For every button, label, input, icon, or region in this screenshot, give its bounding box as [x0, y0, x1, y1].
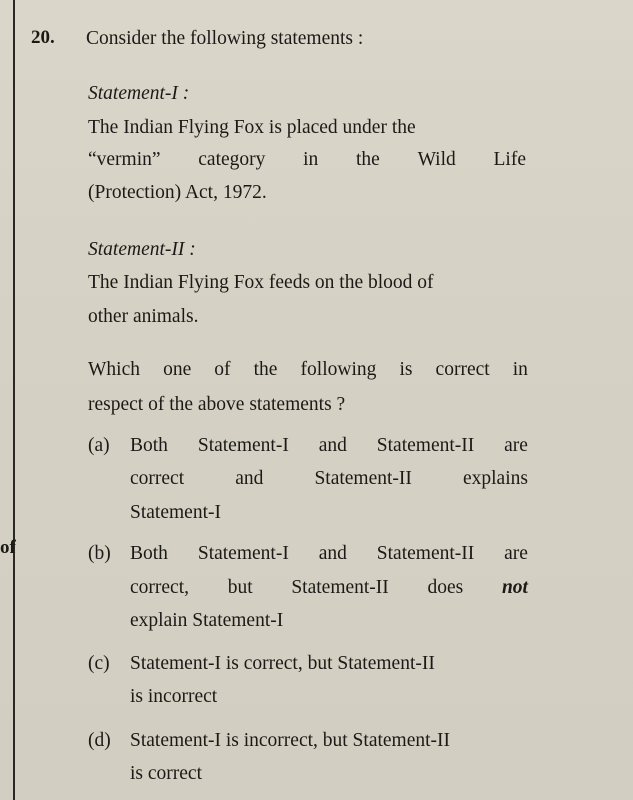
- word: are: [504, 435, 528, 456]
- option-c-line-2: is incorrect: [130, 686, 218, 707]
- word: is: [399, 359, 413, 380]
- word: Which: [88, 359, 140, 380]
- word: correct,: [130, 577, 189, 598]
- word: and: [235, 468, 264, 489]
- option-a-line-3: Statement-I: [130, 502, 221, 523]
- word: Statement-I: [197, 543, 289, 564]
- margin-fragment-text: of: [0, 537, 16, 558]
- word: correct: [130, 468, 185, 489]
- option-a-label: (a): [88, 435, 110, 456]
- option-b-line-1: [130, 542, 528, 566]
- word: in: [512, 359, 528, 380]
- option-d-line-1: Statement-I is incorrect, but Statement-II: [130, 730, 451, 751]
- word: the: [253, 359, 278, 380]
- statement-1-line-1: The Indian Flying Fox is placed under the: [88, 117, 416, 138]
- word: and: [318, 543, 347, 564]
- word: but: [227, 577, 253, 598]
- question-number: 20.: [31, 27, 55, 48]
- word: category: [198, 149, 266, 170]
- word: Wild: [417, 149, 456, 170]
- statement-2-line-1: The Indian Flying Fox feeds on the blood of: [88, 272, 434, 293]
- word: Statement-II: [376, 543, 475, 564]
- statement-2-line-2: other animals.: [88, 306, 199, 327]
- word: “vermin”: [88, 149, 161, 170]
- word: the: [356, 149, 380, 170]
- statement-1-line-2: [88, 148, 526, 172]
- word: does: [427, 577, 464, 598]
- option-a-line-1: [130, 434, 528, 458]
- word: Both: [130, 435, 168, 456]
- statement-2-heading: Statement-II :: [88, 239, 196, 260]
- word: correct: [435, 359, 490, 380]
- statement-1-line-3: (Protection) Act, 1972.: [88, 182, 267, 203]
- option-c-line-1: Statement-I is correct, but Statement-II: [130, 653, 435, 674]
- word: and: [318, 435, 347, 456]
- option-b-line-2: [130, 576, 528, 600]
- word: Life: [493, 149, 526, 170]
- word: Statement-II: [291, 577, 389, 598]
- option-a-line-2: [130, 467, 528, 491]
- prompt-line-1: [88, 358, 528, 382]
- word: explains: [462, 468, 528, 489]
- question-intro: Consider the following statements :: [86, 28, 364, 49]
- statement-1-heading: Statement-I :: [88, 83, 190, 104]
- option-d-label: (d): [88, 730, 111, 751]
- word: are: [504, 543, 528, 564]
- margin-rule: [13, 0, 15, 800]
- word: in: [303, 149, 319, 170]
- word: Statement-I: [197, 435, 289, 456]
- word: Both: [130, 543, 168, 564]
- prompt-line-2: respect of the above statements ?: [88, 394, 346, 415]
- option-b-line-3: explain Statement-I: [130, 610, 284, 631]
- option-d-line-2: is correct: [130, 763, 203, 784]
- word: Statement-II: [314, 468, 412, 489]
- word: Statement-II: [376, 435, 475, 456]
- option-c-label: (c): [88, 653, 110, 674]
- emphasis-word-not: not: [501, 577, 528, 598]
- word: following: [300, 359, 377, 380]
- word: of: [214, 359, 231, 380]
- option-b-label: (b): [88, 543, 111, 564]
- word: one: [163, 359, 192, 380]
